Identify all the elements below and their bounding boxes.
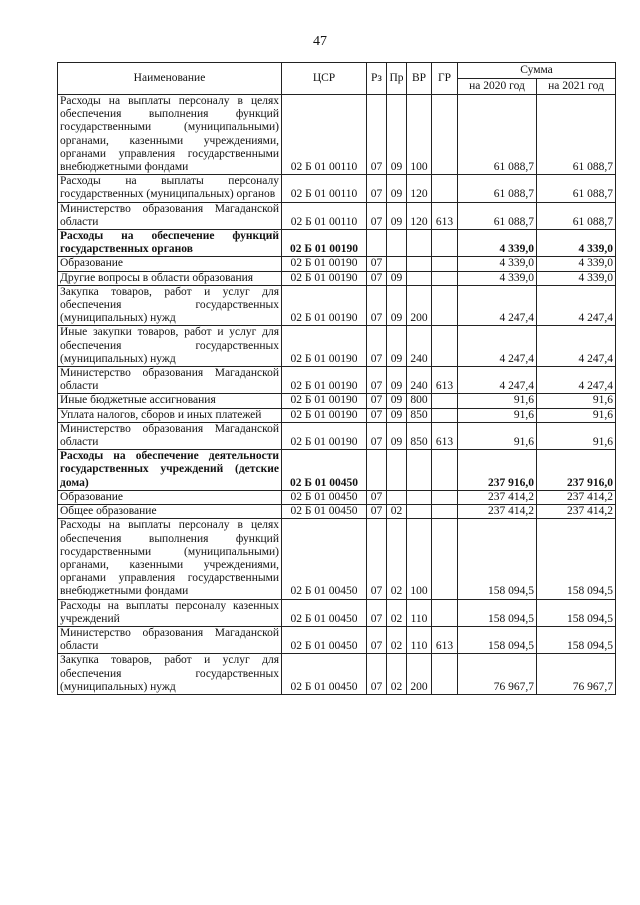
row-name: Расходы на выплаты персоналу в целях обеспечения выполнения функций государственными (муниципальными) органами, казенными учреждениями, органами управления государственными внебюджетными фондами	[58, 519, 282, 599]
header-year-2020: на 2020 год	[458, 79, 537, 95]
row-gr	[432, 490, 458, 504]
row-pr: 09	[387, 394, 407, 408]
row-csr: 02 Б 01 00190	[282, 271, 367, 285]
header-sum: Сумма	[458, 63, 616, 79]
table-row	[58, 519, 616, 599]
row-vr: 100	[407, 519, 432, 599]
row-gr: 613	[432, 367, 458, 394]
row-gr	[432, 326, 458, 367]
header-name: Наименование	[58, 63, 282, 95]
row-sum-2020: 237 414,2	[458, 490, 537, 504]
row-sum-2021: 4 339,0	[537, 230, 616, 257]
row-vr: 800	[407, 394, 432, 408]
row-vr: 200	[407, 654, 432, 695]
row-sum-2020: 61 088,7	[458, 175, 537, 202]
row-sum-2020: 4 339,0	[458, 257, 537, 271]
row-sum-2021: 4 339,0	[537, 257, 616, 271]
table-row	[58, 394, 616, 408]
row-rz: 07	[367, 271, 387, 285]
row-name: Министерство образования Магаданской области	[58, 626, 282, 653]
table-body	[58, 95, 616, 695]
table-row	[58, 95, 616, 175]
row-pr: 02	[387, 519, 407, 599]
row-name: Уплата налогов, сборов и иных платежей	[58, 408, 282, 422]
row-sum-2020: 91,6	[458, 394, 537, 408]
table-row	[58, 408, 616, 422]
table-row	[58, 175, 616, 202]
row-gr	[432, 450, 458, 491]
table-row	[58, 367, 616, 394]
row-sum-2021: 61 088,7	[537, 202, 616, 229]
row-name: Закупка товаров, работ и услуг для обеспечения государственных (муниципальных) нужд	[58, 285, 282, 326]
row-sum-2021: 76 967,7	[537, 654, 616, 695]
row-rz: 07	[367, 175, 387, 202]
header-vr: ВР	[407, 63, 432, 95]
table-row	[58, 599, 616, 626]
row-pr: 09	[387, 95, 407, 175]
row-rz	[367, 450, 387, 491]
row-vr: 850	[407, 422, 432, 449]
row-gr	[432, 175, 458, 202]
row-pr: 09	[387, 175, 407, 202]
row-rz: 07	[367, 490, 387, 504]
row-name: Иные бюджетные ассигнования	[58, 394, 282, 408]
row-pr: 09	[387, 271, 407, 285]
row-name: Общее образование	[58, 505, 282, 519]
row-pr: 02	[387, 654, 407, 695]
row-vr	[407, 505, 432, 519]
row-csr: 02 Б 01 00450	[282, 490, 367, 504]
row-sum-2020: 158 094,5	[458, 626, 537, 653]
row-name: Расходы на выплаты персоналу в целях обеспечения выполнения функций государственными (муниципальными) органами, казенными учреждениями, органами управления государственными внебюджетными фондами	[58, 95, 282, 175]
row-csr: 02 Б 01 00450	[282, 654, 367, 695]
row-sum-2020: 4 339,0	[458, 271, 537, 285]
row-sum-2021: 158 094,5	[537, 599, 616, 626]
row-gr	[432, 95, 458, 175]
row-vr: 850	[407, 408, 432, 422]
row-sum-2021: 91,6	[537, 408, 616, 422]
row-vr	[407, 490, 432, 504]
row-rz: 07	[367, 326, 387, 367]
row-vr	[407, 230, 432, 257]
row-sum-2021: 237 414,2	[537, 505, 616, 519]
row-sum-2021: 91,6	[537, 394, 616, 408]
table-row	[58, 285, 616, 326]
table-row	[58, 202, 616, 229]
row-rz: 07	[367, 95, 387, 175]
table-row	[58, 271, 616, 285]
row-vr: 240	[407, 367, 432, 394]
table-row	[58, 257, 616, 271]
row-csr: 02 Б 01 00190	[282, 422, 367, 449]
row-name: Расходы на выплаты персоналу казенных учреждений	[58, 599, 282, 626]
row-name: Образование	[58, 490, 282, 504]
row-sum-2020: 76 967,7	[458, 654, 537, 695]
page-number: 47	[313, 34, 327, 49]
row-rz: 07	[367, 654, 387, 695]
row-sum-2021: 237 916,0	[537, 450, 616, 491]
row-rz: 07	[367, 626, 387, 653]
table-row	[58, 654, 616, 695]
row-rz: 07	[367, 257, 387, 271]
row-rz: 07	[367, 367, 387, 394]
row-csr: 02 Б 01 00190	[282, 285, 367, 326]
row-vr: 200	[407, 285, 432, 326]
row-name: Иные закупки товаров, работ и услуг для обеспечения государственных (муниципальных) нужд	[58, 326, 282, 367]
row-vr: 240	[407, 326, 432, 367]
row-sum-2020: 158 094,5	[458, 519, 537, 599]
row-name: Расходы на обеспечение функций государственных органов	[58, 230, 282, 257]
row-gr	[432, 257, 458, 271]
row-vr	[407, 257, 432, 271]
row-pr	[387, 257, 407, 271]
row-vr: 110	[407, 599, 432, 626]
row-sum-2021: 4 247,4	[537, 367, 616, 394]
row-rz: 07	[367, 408, 387, 422]
header-year-2021: на 2021 год	[537, 79, 616, 95]
row-name: Другие вопросы в области образования	[58, 271, 282, 285]
row-csr: 02 Б 01 00110	[282, 95, 367, 175]
header-gr: ГР	[432, 63, 458, 95]
row-name: Министерство образования Магаданской области	[58, 367, 282, 394]
row-pr: 09	[387, 422, 407, 449]
row-csr: 02 Б 01 00450	[282, 599, 367, 626]
row-rz: 07	[367, 599, 387, 626]
row-csr: 02 Б 01 00190	[282, 257, 367, 271]
row-vr	[407, 450, 432, 491]
row-pr	[387, 490, 407, 504]
row-gr	[432, 599, 458, 626]
row-pr: 02	[387, 599, 407, 626]
row-sum-2021: 4 339,0	[537, 271, 616, 285]
row-csr: 02 Б 01 00450	[282, 505, 367, 519]
row-csr: 02 Б 01 00110	[282, 202, 367, 229]
row-pr: 09	[387, 326, 407, 367]
row-csr: 02 Б 01 00190	[282, 408, 367, 422]
row-sum-2020: 61 088,7	[458, 202, 537, 229]
row-rz: 07	[367, 505, 387, 519]
header-rz: Рз	[367, 63, 387, 95]
row-rz: 07	[367, 285, 387, 326]
row-gr: 613	[432, 422, 458, 449]
row-sum-2021: 4 247,4	[537, 285, 616, 326]
row-rz: 07	[367, 394, 387, 408]
row-sum-2020: 61 088,7	[458, 95, 537, 175]
row-vr	[407, 271, 432, 285]
row-gr	[432, 408, 458, 422]
row-rz	[367, 230, 387, 257]
row-gr: 613	[432, 202, 458, 229]
row-csr: 02 Б 01 00190	[282, 230, 367, 257]
row-csr: 02 Б 01 00450	[282, 450, 367, 491]
row-sum-2021: 91,6	[537, 422, 616, 449]
header-csr: ЦСР	[282, 63, 367, 95]
row-sum-2020: 237 916,0	[458, 450, 537, 491]
row-gr	[432, 394, 458, 408]
header-pr: Пр	[387, 63, 407, 95]
row-sum-2021: 4 247,4	[537, 326, 616, 367]
row-sum-2020: 4 247,4	[458, 367, 537, 394]
table-row	[58, 230, 616, 257]
row-name: Закупка товаров, работ и услуг для обеспечения государственных (муниципальных) нужд	[58, 654, 282, 695]
row-csr: 02 Б 01 00190	[282, 394, 367, 408]
row-pr: 09	[387, 408, 407, 422]
row-pr: 02	[387, 626, 407, 653]
row-sum-2020: 91,6	[458, 422, 537, 449]
row-pr	[387, 450, 407, 491]
row-sum-2021: 158 094,5	[537, 626, 616, 653]
row-rz: 07	[367, 422, 387, 449]
row-sum-2021: 61 088,7	[537, 95, 616, 175]
row-name: Расходы на обеспечение деятельности государственных учреждений (детские дома)	[58, 450, 282, 491]
row-name: Расходы на выплаты персоналу государственных (муниципальных) органов	[58, 175, 282, 202]
row-csr: 02 Б 01 00450	[282, 519, 367, 599]
row-gr	[432, 505, 458, 519]
row-csr: 02 Б 01 00450	[282, 626, 367, 653]
table-row	[58, 450, 616, 491]
row-sum-2020: 4 247,4	[458, 326, 537, 367]
table-row	[58, 505, 616, 519]
row-rz: 07	[367, 202, 387, 229]
row-sum-2020: 4 247,4	[458, 285, 537, 326]
row-pr	[387, 230, 407, 257]
table-row	[58, 626, 616, 653]
row-vr: 100	[407, 95, 432, 175]
table-row	[58, 422, 616, 449]
row-gr	[432, 285, 458, 326]
row-sum-2020: 4 339,0	[458, 230, 537, 257]
row-name: Министерство образования Магаданской области	[58, 202, 282, 229]
row-rz: 07	[367, 519, 387, 599]
row-csr: 02 Б 01 00110	[282, 175, 367, 202]
row-pr: 09	[387, 202, 407, 229]
row-vr: 110	[407, 626, 432, 653]
row-gr	[432, 519, 458, 599]
row-sum-2021: 237 414,2	[537, 490, 616, 504]
row-sum-2021: 61 088,7	[537, 175, 616, 202]
row-pr: 09	[387, 285, 407, 326]
row-pr: 09	[387, 367, 407, 394]
row-vr: 120	[407, 175, 432, 202]
row-csr: 02 Б 01 00190	[282, 326, 367, 367]
row-gr	[432, 654, 458, 695]
table-row	[58, 490, 616, 504]
row-csr: 02 Б 01 00190	[282, 367, 367, 394]
row-sum-2020: 91,6	[458, 408, 537, 422]
row-sum-2020: 158 094,5	[458, 599, 537, 626]
row-gr	[432, 271, 458, 285]
row-vr: 120	[407, 202, 432, 229]
row-pr: 02	[387, 505, 407, 519]
row-name: Образование	[58, 257, 282, 271]
row-name: Министерство образования Магаданской области	[58, 422, 282, 449]
table-row	[58, 326, 616, 367]
row-sum-2021: 158 094,5	[537, 519, 616, 599]
budget-table	[57, 62, 616, 695]
row-sum-2020: 237 414,2	[458, 505, 537, 519]
row-gr	[432, 230, 458, 257]
row-gr: 613	[432, 626, 458, 653]
